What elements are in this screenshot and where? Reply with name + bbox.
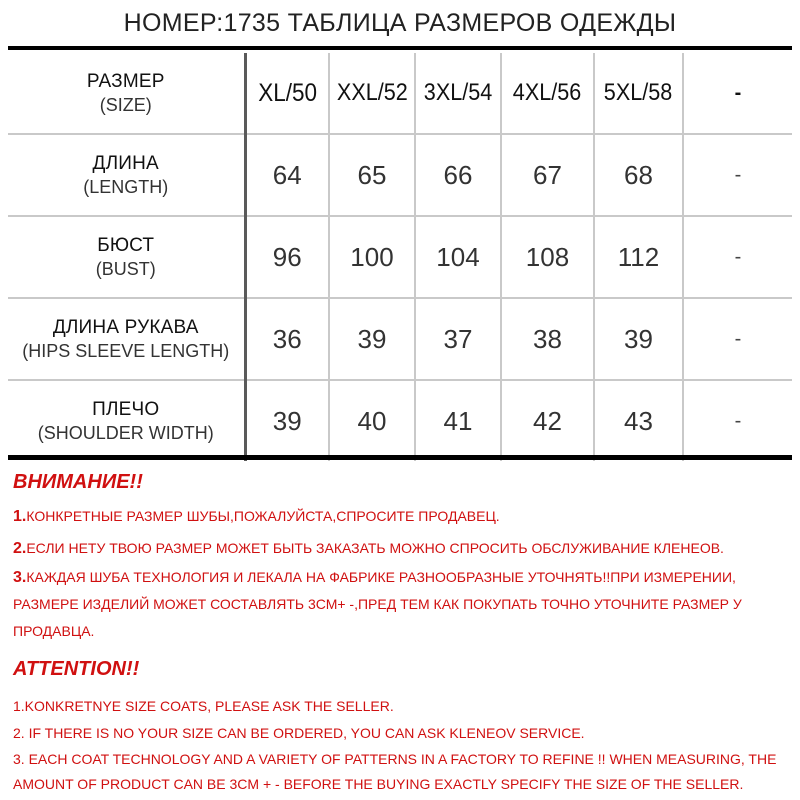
row-label-sleeve <box>8 298 245 380</box>
note-ru-3 <box>13 564 793 645</box>
cell-value: 104 <box>436 241 480 272</box>
cell-value: - <box>734 163 742 186</box>
cell-value: 100 <box>350 241 394 272</box>
size-header-cell <box>329 53 415 134</box>
table-cell <box>501 216 594 298</box>
note-text: КОНКРЕТНЫЕ РАЗМЕР ШУБЫ,ПОЖАЛУЙСТА,СПРОСИТЕ ПРОДАВЕЦ. <box>26 508 500 524</box>
row-label-ru: БЮСТ <box>97 234 155 256</box>
cell-value: 108 <box>525 241 570 272</box>
note-text: ЕСЛИ НЕТУ ТВОЮ РАЗМЕР МОЖЕТ БЫТЬ ЗАКАЗАТЬ МОЖНО СПРОСИТЬ ОБСЛУЖИВАНИЕ КЛЕНЕОВ. <box>26 540 724 556</box>
size-header: 3XL/54 <box>423 79 493 106</box>
row-label-en: (BUST) <box>95 258 156 279</box>
row-label-en: (SIZE) <box>99 94 152 115</box>
table-cell <box>501 298 594 380</box>
cell-value: 67 <box>533 159 562 190</box>
note-en-1: 1.KONKRETNYE SIZE COATS, PLEASE ASK THE SELLER. <box>13 698 394 714</box>
table-cell <box>415 134 501 216</box>
note-number: 3. <box>13 569 27 586</box>
cell-value: - <box>734 245 742 268</box>
table-cell <box>594 380 683 461</box>
size-chart-table <box>8 53 792 461</box>
cell-value: 37 <box>443 323 473 354</box>
table-cell <box>501 380 594 461</box>
table-cell <box>683 216 792 298</box>
size-row <box>8 53 792 134</box>
table-cell <box>683 134 792 216</box>
cell-value: 36 <box>272 323 302 354</box>
table-cell <box>329 380 415 461</box>
row-label-ru: ПЛЕЧО <box>92 398 160 420</box>
size-header: 4XL/56 <box>513 79 582 106</box>
table-cell <box>594 216 683 298</box>
note-ru-2 <box>13 538 793 559</box>
row-label-en: (SHOULDER WIDTH) <box>37 422 214 443</box>
row-label-en: (HIPS SLEEVE LENGTH) <box>22 340 230 361</box>
note-text: КАЖДАЯ ШУБА ТЕХНОЛОГИЯ И ЛЕКАЛА НА ФАБРИКЕ РАЗНООБРАЗНЫЕ УТОЧНЯТЬ!!ПРИ ИЗМЕРЕНИИ, РАЗМЕРЕ ИЗДЕЛИЙ МОЖЕТ СОСТАВЛЯТЬ 3СМ+ -,ПРЕД ТЕМ КАК ПОКУПАТЬ ТОЧНО УТОЧНИТЕ РАЗМЕР У ПРОДАВЦА. <box>13 569 742 639</box>
table-cell <box>683 298 792 380</box>
cell-value: 65 <box>357 159 387 190</box>
bust-row <box>8 216 792 298</box>
top-divider <box>8 46 792 50</box>
cell-value: 42 <box>533 405 562 436</box>
size-header: 5XL/58 <box>604 79 673 106</box>
notice-heading-en: ATTENTION!! <box>13 658 140 680</box>
note-ru-1 <box>13 506 793 527</box>
table-cell <box>245 380 329 461</box>
length-row <box>8 134 792 216</box>
cell-value: 96 <box>272 241 302 272</box>
size-header-cell <box>501 53 594 134</box>
size-header: XL/50 <box>257 78 317 107</box>
cell-value: 43 <box>624 405 653 436</box>
cell-value: 39 <box>357 323 387 354</box>
cell-value: 66 <box>443 159 473 190</box>
table-cell <box>594 134 683 216</box>
size-header: XXL/52 <box>336 79 408 106</box>
table-cell <box>329 134 415 216</box>
sleeve-row <box>8 298 792 380</box>
row-label-shoulder <box>8 380 245 461</box>
size-header-cell <box>415 53 501 134</box>
cell-value: 68 <box>624 159 653 190</box>
table-cell <box>329 298 415 380</box>
size-header-cell <box>683 53 792 134</box>
table-cell <box>415 298 501 380</box>
note-en-2: 2. IF THERE IS NO YOUR SIZE CAN BE ORDERED, YOU CAN ASK KLENEOV SERVICE. <box>13 725 585 741</box>
notice-heading-ru: ВНИМАНИЕ!! <box>13 471 143 493</box>
row-label-ru: ДЛИНА <box>92 152 159 174</box>
cell-value: 40 <box>357 405 387 436</box>
size-header: - <box>734 81 742 104</box>
cell-value: 38 <box>533 323 562 354</box>
size-header-cell <box>245 53 329 134</box>
row-label-ru: ДЛИНА РУКАВА <box>52 316 199 338</box>
table-cell <box>415 380 501 461</box>
cell-value: - <box>734 409 742 432</box>
table-cell <box>594 298 683 380</box>
note-number: 2. <box>13 540 27 557</box>
table-cell <box>683 380 792 461</box>
size-header-cell <box>594 53 683 134</box>
page-title: НОМЕР:1735 ТАБЛИЦА РАЗМЕРОВ ОДЕЖДЫ <box>123 9 677 37</box>
notes-section <box>13 466 793 797</box>
table-cell <box>415 216 501 298</box>
row-label-ru: РАЗМЕР <box>86 70 165 92</box>
bottom-divider <box>8 455 792 460</box>
cell-value: 39 <box>272 405 302 436</box>
row-label-bust <box>8 216 245 298</box>
table-cell <box>245 134 329 216</box>
table-cell <box>501 134 594 216</box>
cell-value: - <box>734 327 742 350</box>
cell-value: 64 <box>272 159 302 190</box>
row-label-length <box>8 134 245 216</box>
row-label-en: (LENGTH) <box>83 176 169 197</box>
row-label-size <box>8 53 245 134</box>
shoulder-row <box>8 380 792 461</box>
cell-value: 112 <box>617 241 660 272</box>
cell-value: 39 <box>624 323 653 354</box>
table-cell <box>245 216 329 298</box>
note-number: 1. <box>13 508 27 525</box>
table-cell <box>245 298 329 380</box>
note-en-3: 3. EACH COAT TECHNOLOGY AND A VARIETY OF PATTERNS IN A FACTORY TO REFINE !! WHEN MEASURING, THE AMOUNT OF PRODUCT CAN BE 3CM + - BEFORE THE BUYING EXACTLY SPECIFY THE SIZE OF THE SELLER. <box>13 751 777 792</box>
cell-value: 41 <box>443 405 473 436</box>
table-cell <box>329 216 415 298</box>
